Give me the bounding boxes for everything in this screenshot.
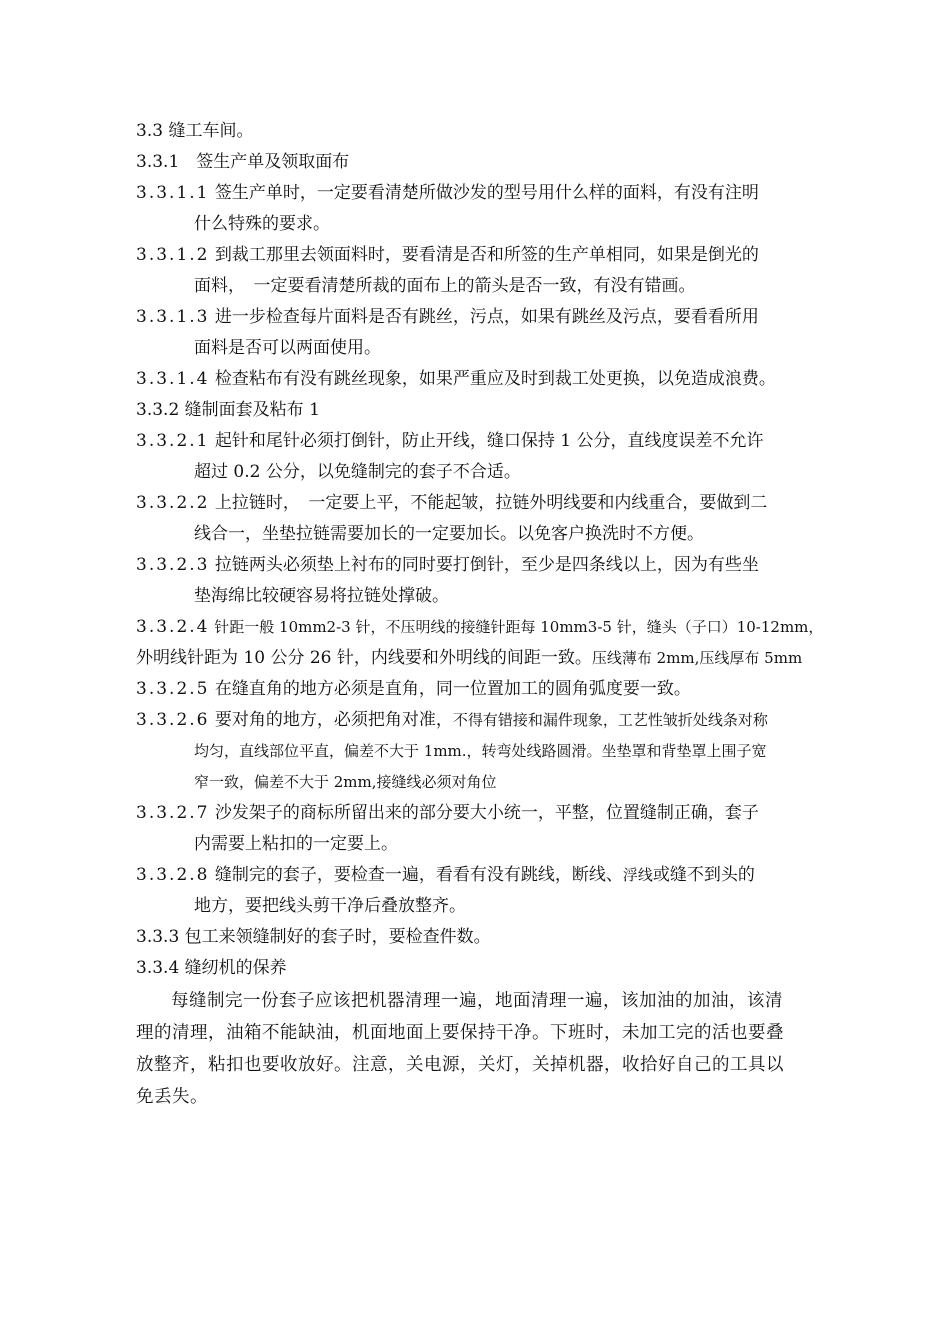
list-item-3-3-2-6: [136, 706, 826, 796]
item-number: 3.3.2.4: [136, 617, 210, 637]
item-number: 3.3.2.1: [136, 431, 210, 451]
item-text-continuation: 垫海绵比较硬容易将拉链处撑破。: [194, 586, 449, 606]
item-number: 3.3.2.6: [136, 710, 210, 730]
item-text: 上拉链时， 一定要上平，不能起皱，拉链外明线要和内线重合，要做到二: [209, 493, 768, 513]
list-item-3-3-2-5: [136, 675, 826, 703]
item-text: 起针和尾针必须打倒针，防止开线，缝口保持 1 公分，直线度误差不允许: [209, 431, 764, 451]
item-text-continuation: 内需要上粘扣的一定要上。: [194, 834, 398, 854]
item-text-continuation: 面料是否可以两面使用。: [194, 338, 381, 358]
item-number: 3.3.2.5: [136, 679, 210, 699]
list-item-3-3-2-1: [136, 427, 826, 486]
item-text-continuation: 均匀，直线部位平直，偏差不大于 1mm.，转弯处线路圆滑。坐垫罩和背垫罩上围子宽: [194, 742, 767, 760]
item-text-continuation: [136, 644, 826, 672]
item-text-part-small: 压线薄布 2mm,压线厚布 5mm: [591, 649, 803, 667]
item-number: 3.3.1.2: [136, 245, 210, 265]
item-text: 进一步检查每片面料是否有跳丝，污点，如果有跳丝及污点，要看看所用: [209, 307, 759, 327]
item-number: 3.3.2.3: [136, 555, 210, 575]
section-heading-3-3: 3.3 缝工车间。: [136, 121, 254, 141]
paragraph-line: 放整齐，粘扣也要收放好。注意，关电源，关灯，关掉机器，收拾好自己的工具以: [136, 1055, 784, 1075]
item-text-small: 浮线: [622, 866, 653, 884]
item-number: 3.3.2.2: [136, 493, 210, 513]
list-item-3-3-1-1: [136, 179, 826, 238]
item-number: 3.3.2.7: [136, 803, 210, 823]
item-text: 拉链两头必须垫上衬布的同时要打倒针，至少是四条线以上，因为有些坐: [209, 555, 759, 575]
paragraph-line: 免丢失。: [136, 1087, 208, 1107]
maintenance-paragraph: [136, 985, 826, 1113]
list-item-3-3-2-7: [136, 799, 826, 858]
item-text: 或缝不到头的: [652, 865, 755, 885]
section-heading-3-3-2: 3.3.2 缝制面套及粘布 1: [136, 400, 320, 420]
list-item-3-3-1-4: [136, 365, 826, 393]
item-text: 签生产单时，一定要看清楚所做沙发的型号用什么样的面料，有没有注明: [209, 183, 759, 203]
paragraph-line: 理的清理，油箱不能缺油，机面地面上要保持干净。下班时，未加工完的活也要叠: [136, 1023, 784, 1043]
item-text-continuation: 线合一，坐垫拉链需要加长的一定要加长。以免客户换洗时不方便。: [194, 524, 704, 544]
list-item-3-3-1-2: [136, 241, 826, 300]
section-heading-3-3-1: 3.3.1 签生产单及领取面布: [136, 152, 350, 172]
item-number: 3.3.2.8: [136, 865, 210, 885]
item-number: 3.3.1.3: [136, 307, 210, 327]
item-text-continuation: 超过 0.2 公分，以免缝制完的套子不合适。: [194, 462, 521, 482]
item-text: 缝制完的套子，要检查一遍，看看有没有跳线，断线、: [209, 865, 623, 885]
item-text-part: 外明线针距为 10 公分 26 针，内线要和外明线的间距一致。: [136, 648, 592, 668]
item-text: 在缝直角的地方必须是直角，同一位置加工的圆角弧度要一致。: [209, 679, 691, 699]
paragraph-line: 每缝制完一份套子应该把机器清理一遍，地面清理一遍，该加油的加油，该清: [171, 991, 783, 1011]
item-text: 要对角的地方，必须把角对准，: [209, 710, 453, 730]
section-heading-3-3-4: 3.3.4 缝纫机的保养: [136, 958, 287, 978]
list-item-3-3-2-4: [136, 613, 826, 672]
list-item-3-3-2-2: [136, 489, 826, 548]
item-text-continuation: 什么特殊的要求。: [194, 214, 330, 234]
item-number: 3.3.1.1: [136, 183, 210, 203]
item-text-small: 不得有错接和漏件现象，工艺性皱折处线条对称: [452, 711, 768, 729]
item-text: 沙发架子的商标所留出来的部分要大小统一，平整，位置缝制正确，套子: [209, 803, 759, 823]
list-item-3-3-1-3: [136, 303, 826, 362]
section-heading-3-3-3: 3.3.3 包工来领缝制好的套子时，要检查件数。: [136, 927, 491, 947]
item-text: 到裁工那里去领面料时，要看清是否和所签的生产单相同，如果是倒光的: [209, 245, 759, 265]
item-text-continuation: 窄一致，偏差不大于 2mm,接缝线必须对角位: [194, 773, 497, 791]
item-text-continuation: 地方，要把线头剪干净后叠放整齐。: [194, 896, 466, 916]
item-text: 针距一般 10mm2-3 针，不压明线的接缝针距每 10mm3-5 针，缝头（子口）10-12mm，: [209, 618, 824, 636]
item-text: 检查粘布有没有跳丝现象，如果严重应及时到裁工处更换，以免造成浪费。: [209, 369, 776, 389]
list-item-3-3-2-8: [136, 861, 826, 920]
item-number: 3.3.1.4: [136, 369, 210, 389]
list-item-3-3-2-3: [136, 551, 826, 610]
item-text-continuation: 面料， 一定要看清楚所裁的面布上的箭头是否一致，有没有错画。: [194, 276, 696, 296]
document-body: [136, 117, 826, 1113]
